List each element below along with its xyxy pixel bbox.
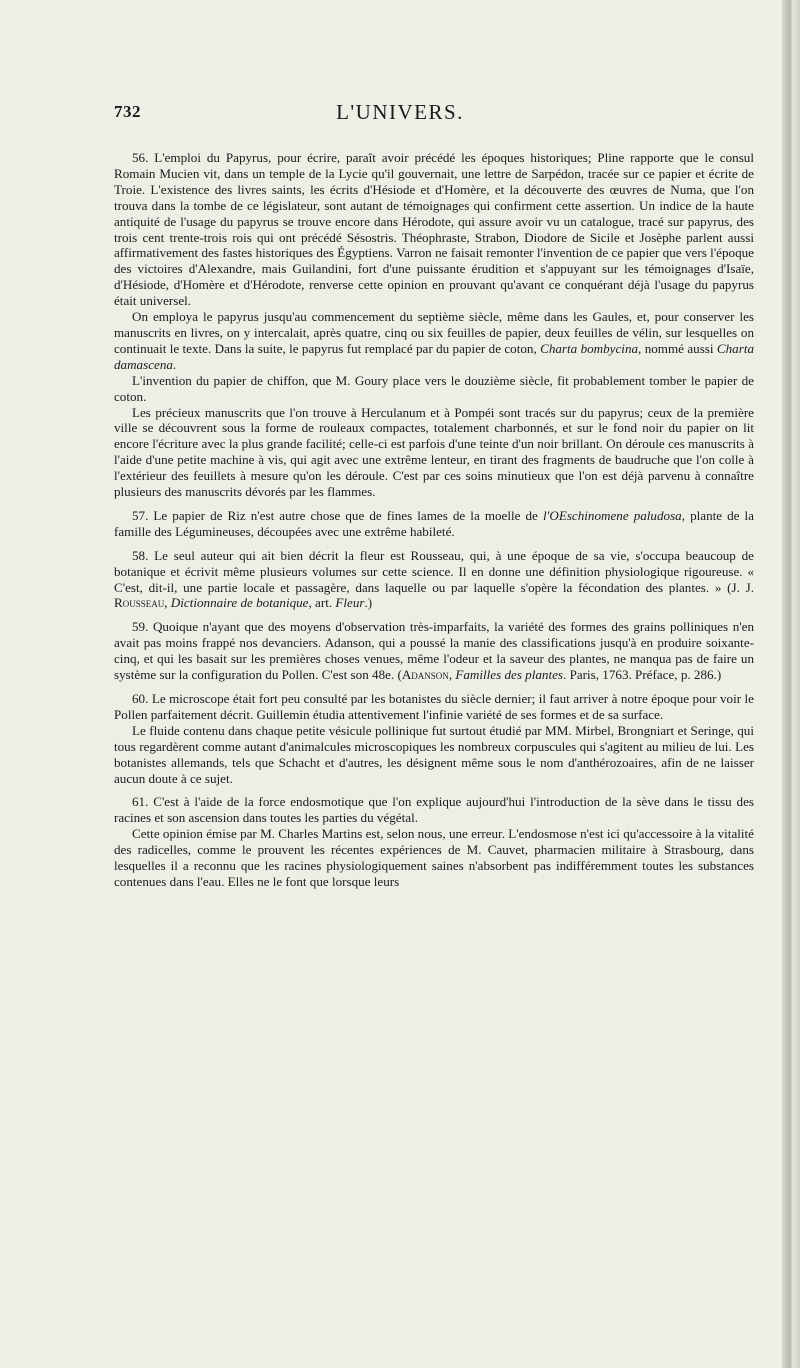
paragraph-60-2: Le fluide contenu dans chaque petite vésicule pollinique fut surtout étudié par MM. Mirbel, Brongniart et Seringe, qui tous regardèrent comme autant d'animalcules microscopiques les nombreux corpuscules qui s'agitent au milieu de lui. Les botanistes allemands, tels que Schacht et d'autres, les désignent même sous le nom d'anthérozoaires, afin de ne laisser aucun doute à ce sujet. (114, 722, 754, 786)
paragraph-56: 56. L'emploi du Papyrus, pour écrire, paraît avoir précédé les époques historiques; Pline rapporte que le consul Romain Mucien vit, dans un temple de la Lycie qu'il gouvernait, une lettre de Sarpédon, tracée sur ce papier et écrite de Troie. L'existence des livres saints, les écrits d'Hésiode et d'Homère, et la découverte des œuvres de Numa, que l'on trouva dans la tombe de ce législateur, sont autant de témoignages qui confirment cette assertion. Un indice de la haute antiquité de l'usage du papyrus se trouve encore dans Hérodote, qui assure avoir vu un catalogue, tracé sur papyrus, des trois cent trente-trois rois qui ont précédé Sésostris. Théophraste, Strabon, Diodore de Sicile et Josèphe parlent aussi affirmativement des fastes historiques des Égyptiens. Varron ne faisait remonter l'invention de ce papier que vers l'époque des victoires d'Alexandre, mais Guilandini, fort d'une puissante érudition et s'appuyant sur les témoignages d'Isaïe, d'Hésiode, d'Homère et d'Hérodote, renverse cette opinion en prouvant qu'avant ce conquérant déjà l'usage du papyrus était universel. (114, 150, 754, 309)
paragraph-58: 58. Le seul auteur qui ait bien décrit la fleur est Rousseau, qui, à une époque de sa vie, s'occupa beaucoup de botanique et écrivit même plusieurs volumes sur cette science. Il en donne une définition physiologique rigoureuse. « C'est, dit-il, une partie locale et passagère, dans laquelle ou par laquelle s'opère la fécondation des plantes. » (J. J. Rousseau, Dictionnaire de botanique, art. Fleur.) (114, 547, 754, 611)
page-edge (782, 0, 800, 1368)
paragraph-56-2: On employa le papyrus jusqu'au commencement du septième siècle, même dans les Gaules, et, pour conserver les manuscrits en livres, on y intercalait, après quatre, cinq ou six feuilles de papier, deux feuilles de vélin, sur lesquelles on continuait le texte. Dans la suite, le papyrus fut remplacé par du papier de coton, Charta bombycina, nommé aussi Charta damascena. (114, 309, 754, 372)
paragraph-59: 59. Quoique n'ayant que des moyens d'observation très-imparfaits, la variété des formes des grains polliniques n'en avait pas moins frappé nos devanciers. Adanson, qui a poussé la manie des classifications jusqu'à en produire soixante-cinq, et qui les basait sur les premières choses venues, même l'odeur et la saveur des plantes, ne manqua pas de faire un système sur la configuration du Pollen. C'est son 48e. (Adanson, Familles des plantes. Paris, 1763. Préface, p. 286.) (114, 619, 754, 683)
page-number: 732 (114, 102, 141, 121)
paragraph-60: 60. Le microscope était fort peu consulté par les botanistes du siècle dernier; il faut arriver à notre époque pour voir le Pollen parfaitement décrit. Guillemin étudia attentivement l'infinie variété de ses formes et de sa surface. (114, 691, 754, 722)
running-head: L'UNIVERS. (336, 100, 464, 124)
paragraph-61: 61. C'est à l'aide de la force endosmotique que l'on explique aujourd'hui l'introduction de la sève dans le tissu des racines et son ascension dans toutes les parties du végétal. (114, 794, 754, 826)
paragraph-56-4: Les précieux manuscrits que l'on trouve à Herculanum et à Pompéi sont tracés sur du papyrus; ceux de la première ville se découvrent sous la forme de rouleaux compactes, totalement charbonnés, et sur le fond noir du papier on lit encore l'écriture avec la plus grande facilité; celle-ci est parfois d'une teinte d'un noir brillant. On déroule ces manuscrits à l'aide d'une petite machine à vis, qui agit avec une extrême lenteur, en tirant des fragments de baudruche que l'on colle à l'extérieur des feuillets à mesure qu'on les déroule. C'est par ces soins minutieux que l'on est déjà parvenu à connaître plusieurs des manuscrits dévorés par les flammes. (114, 404, 754, 500)
page-header (0, 100, 800, 130)
body-text (114, 150, 754, 890)
paragraph-56-3: L'invention du papier de chiffon, que M. Goury place vers le douzième siècle, fit probablement tomber le papier de coton. (114, 372, 754, 404)
paragraph-61-2: Cette opinion émise par M. Charles Martins est, selon nous, une erreur. L'endosmose n'est ici qu'accessoire à la vitalité des radicelles, comme le prouvent les récentes expériences de M. Cauvet, pharmacien militaire à Strasbourg, dans lesquelles il a reconnu que les racines physiologiquement saines n'absorbent pas indifféremment toutes les substances contenues dans l'eau. Elles ne le font que lorsque leurs (114, 826, 754, 889)
paragraph-57: 57. Le papier de Riz n'est autre chose que de fines lames de la moelle de l'OEschinomene paludosa, plante de la famille des Légumineuses, découpées avec une extrême habileté. (114, 507, 754, 539)
